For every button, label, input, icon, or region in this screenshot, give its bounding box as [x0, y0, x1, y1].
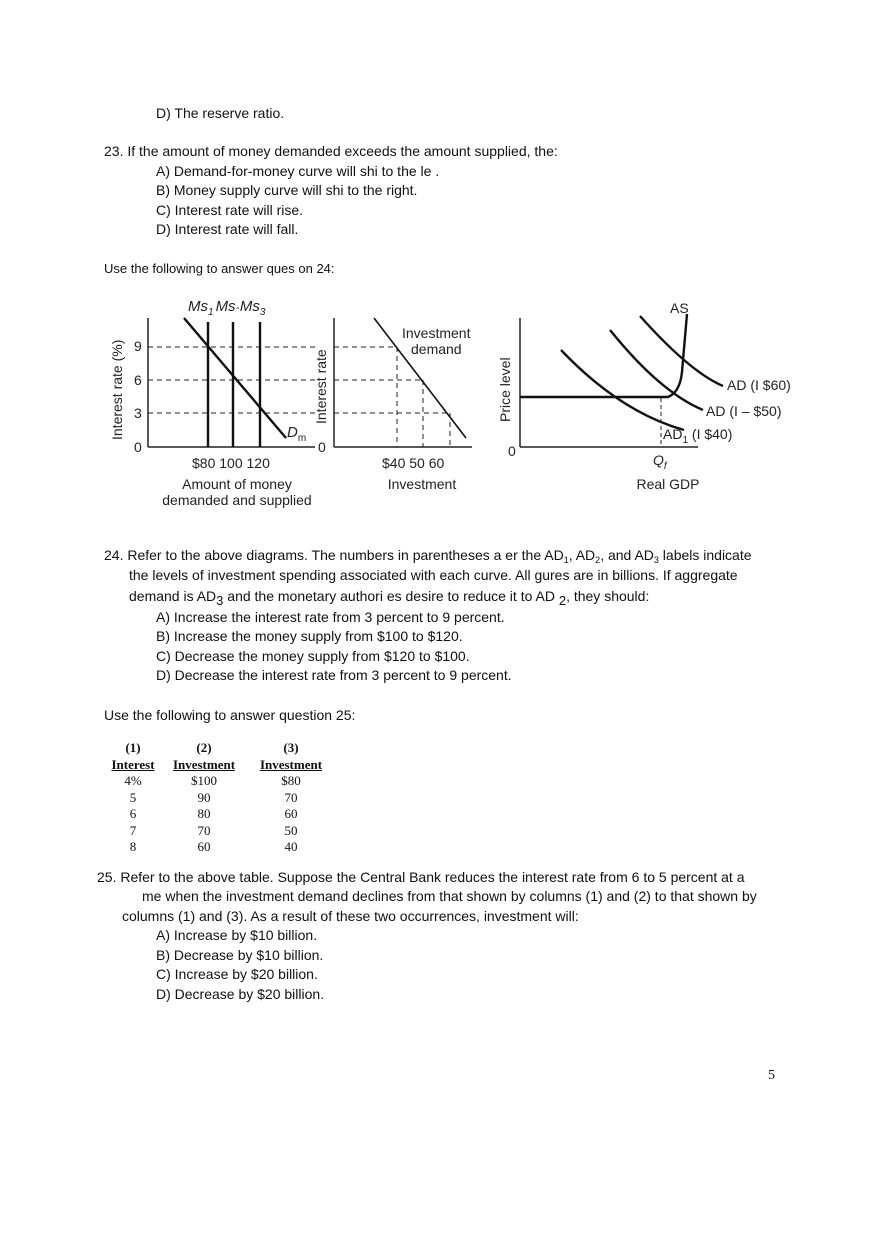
table-row [104, 790, 336, 807]
investment-table [104, 740, 336, 856]
table-colnum-row [104, 740, 336, 757]
invest-ylabel: Interest rate [313, 349, 329, 424]
money-ytick-6: 6 [134, 372, 142, 388]
q24-line-1: 24. Refer to the above diagrams. The numbers in parentheses a er the $AD_1$, $AD_2$, and $AD_3$ labels indicate [104, 547, 752, 565]
intro-q24: Use the following to answer ques on 24: [104, 261, 335, 276]
dm-label: $D_m$ [287, 424, 307, 444]
table-row [104, 823, 336, 840]
table-cell: 90 [197, 789, 211, 805]
ad-mid-label: AD (I – $50) [706, 403, 782, 419]
gdp-zero: 0 [508, 443, 516, 459]
q23-option-a: A) Demand-for-money curve will shi to the le . [156, 163, 440, 179]
table-cell: 50 [284, 822, 298, 838]
page-number: 5 [768, 1068, 775, 1083]
table-row [104, 839, 336, 856]
economics-figure [100, 292, 820, 514]
q24-option-d: D) Decrease the interest rate from 3 percent to 9 percent. [156, 667, 512, 683]
table-cell: 80 [197, 806, 211, 821]
q23-option-b: B) Money supply curve will shi to the right. [156, 182, 418, 198]
table-cell: 60 [197, 839, 211, 854]
table-cell: 60 [284, 806, 298, 821]
money-xlabel-1: Amount of money [182, 476, 292, 492]
q25-option-a: A) Increase by $10 billion. [156, 927, 318, 943]
as-label: AS [670, 300, 689, 316]
table-cell: $100 [191, 773, 217, 788]
q24-line-3: demand is AD3 and the monetary authori es desire to reduce it to AD 2, they should: [129, 588, 650, 608]
table-cell: 6 [129, 806, 137, 821]
invest-xticks: $40 50 60 [382, 455, 445, 471]
q22-option-d: D) The reserve ratio. [156, 105, 285, 121]
q25-line-3: columns (1) and (3). As a result of these two occurrences, investment will: [122, 908, 579, 924]
table-colnum: (2) [196, 740, 212, 755]
table-header: Investment [259, 756, 323, 772]
q25-option-d: D) Decrease by $20 billion. [156, 986, 325, 1002]
table-cell: 70 [197, 822, 211, 838]
q23-option-d: D) Interest rate will fall. [156, 221, 299, 237]
table-cell: $80 [281, 773, 301, 788]
money-demand-dm [184, 318, 286, 438]
invest-zero: 0 [318, 439, 326, 455]
money-ytick-0: 0 [134, 439, 142, 455]
table-header: Investment [172, 756, 236, 772]
money-xlabel-2: demanded and supplied [162, 492, 312, 508]
table-header-row [104, 757, 336, 774]
q24-option-a: A) Increase the interest rate from 3 percent to 9 percent. [156, 609, 505, 625]
table-cell: 7 [129, 822, 137, 838]
money-ylabel: Interest rate (%) [109, 339, 125, 440]
gdp-xlabel: Real GDP [636, 476, 700, 492]
q25-option-c: C) Increase by $20 billion. [156, 966, 318, 982]
table-cell: 70 [284, 789, 298, 805]
q25-option-b: B) Decrease by $10 billion. [156, 947, 324, 963]
invest-curve-label-1: Investment [402, 325, 471, 341]
q24-option-b: B) Increase the money supply from $100 to $120. [156, 628, 463, 644]
investment-panel [313, 318, 472, 492]
q24-option-c: C) Decrease the money supply from $120 to $100. [156, 648, 470, 664]
q25-line-1: 25. Refer to the above table. Suppose the Central Bank reduces the interest rate from 6 to 5 percent at a [97, 869, 745, 885]
q25-line-2: me when the investment demand declines from that shown by columns (1) and (2) to that shown by [142, 888, 757, 904]
money-ytick-3: 3 [134, 405, 142, 421]
invest-curve-label-2: demand [411, 341, 462, 357]
table-cell: 8 [129, 839, 137, 854]
money-ytick-9: 9 [134, 338, 142, 354]
ad1-curve [561, 350, 684, 430]
table-cell: 40 [284, 839, 298, 854]
table-colnum: (1) [125, 740, 141, 755]
table-row [104, 806, 336, 823]
q23-stem: 23. If the amount of money demanded exceeds the amount supplied, the: [104, 143, 558, 159]
table-cell: 4% [124, 773, 142, 788]
q24-line-2: the levels of investment spending associated with each curve. All gures are in billions. If aggregate [129, 567, 738, 583]
table-cell: 5 [129, 789, 137, 805]
table-colnum: (3) [283, 740, 299, 755]
money-xticks: $80 100 120 [192, 455, 270, 471]
money-market-panel [109, 298, 315, 508]
intro-q25: Use the following to answer question 25: [104, 707, 356, 723]
qf-label: $Q_f$ [653, 452, 667, 472]
ms-labels: $Ms_1$ $Ms_ˆMs_3$ [188, 298, 266, 318]
table-header: Interest [111, 756, 155, 772]
table-row [104, 773, 336, 790]
gdp-ylabel: Price level [497, 357, 513, 422]
invest-xlabel: Investment [387, 476, 457, 492]
ad1-label: $AD_1$ (I $40) [663, 426, 733, 446]
adas-panel [497, 300, 791, 492]
ad-top-label: AD (I $60) [727, 377, 791, 393]
q23-option-c: C) Interest rate will rise. [156, 202, 304, 218]
